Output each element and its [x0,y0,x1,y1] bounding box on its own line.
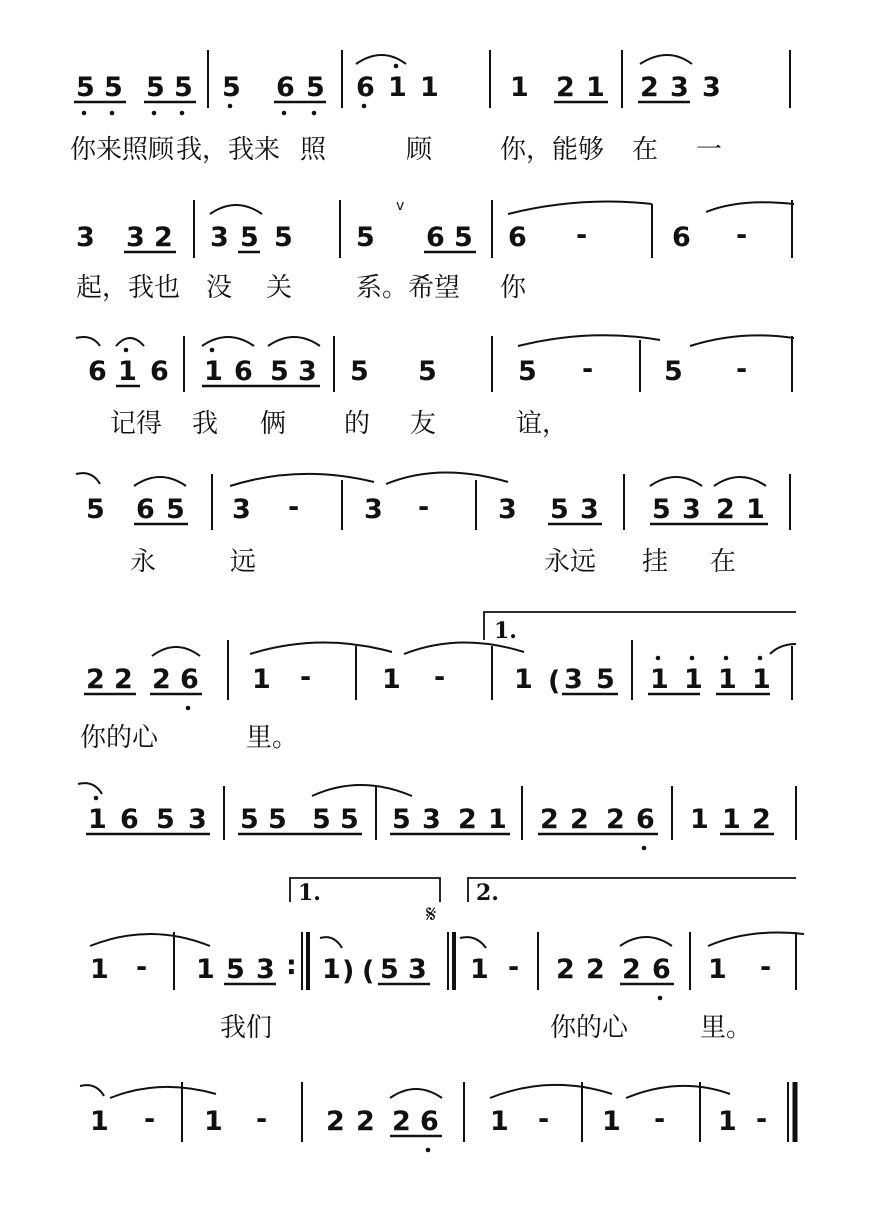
note: 2 [586,954,605,985]
note: 2 [114,664,133,695]
sustain-dash: - [256,1104,268,1135]
note: 1 [708,954,727,985]
note: 2 [86,664,105,695]
note: 3 [682,494,701,525]
note: 1 [690,804,709,835]
tie [708,933,804,947]
tie [626,1086,730,1098]
tie [250,642,392,654]
slur [116,338,144,346]
note: 1 [388,72,407,103]
tie [386,472,508,484]
note: 2 [556,954,575,985]
note: 3 [256,954,275,985]
slur [390,1089,442,1098]
sustain-dash: - [136,952,148,983]
volta-bracket [484,612,796,640]
volta-label-1: 1. [298,880,321,906]
note: 1 [204,356,223,387]
note: 3 [210,222,229,253]
note: 2 [570,804,589,835]
sustain-dash: - [288,492,300,523]
note: 5 [340,804,359,835]
tie-continuation [78,783,102,794]
note: 5 [518,356,537,387]
high-octave-dots [656,656,763,661]
note: 3 [498,494,517,525]
note: 5 [268,804,287,835]
lyric: 我 [192,409,219,439]
lyric: 远 [230,547,257,577]
note: 1 [718,1106,737,1137]
low-octave-dot [426,1148,431,1153]
note: 5 [104,72,123,103]
note: 3 [364,494,383,525]
note: 3 [670,72,689,103]
tie [90,934,210,946]
note: 3 [232,494,251,525]
note: 6 [120,804,139,835]
lyric: 永 [130,547,157,577]
high-octave-dot [394,64,399,69]
note: 5 [652,494,671,525]
note: 5 [664,356,683,387]
note: 3 [76,222,95,253]
note: 2 [622,954,641,985]
note: 5 [222,72,241,103]
tie [110,1087,216,1098]
sustain-dash: - [538,1104,550,1135]
lyric: 你的心 [80,723,159,753]
note: 1 [510,72,529,103]
lyric: 我们 [220,1013,273,1043]
repeat-colon: : [286,950,297,981]
note: 1 [470,954,489,985]
tie [706,202,794,212]
paren: ( [362,956,375,987]
note: 5 [392,804,411,835]
note: 6 [276,72,295,103]
lyric: 在 [632,135,659,165]
note: 6 [234,356,253,387]
sustain-dash: - [582,354,594,385]
lyric: 挂 [642,547,669,577]
note: 5 [156,804,175,835]
slur [640,55,692,64]
note: 6 [636,804,655,835]
system-5 [80,612,796,753]
slur [268,337,320,346]
lyric: 照 [300,135,327,165]
note: 5 [166,494,185,525]
sustain-dash: - [434,662,446,693]
lyric: 一 [696,135,723,165]
low-octave-dot [186,706,191,711]
lyric: 的 [344,409,371,439]
note: 3 [702,72,721,103]
note: 2 [154,222,173,253]
note: 3 [298,356,317,387]
lyric: 谊， [516,409,569,439]
sustain-dash: - [576,220,588,251]
low-octave-dots [82,104,367,116]
note: 2 [752,804,771,835]
note: 2 [152,664,171,695]
note: 1 [90,1106,109,1137]
note: 6 [356,72,375,103]
lyric: 没 [206,273,233,303]
note: 6 [180,664,199,695]
note: 1 [196,954,215,985]
note: 1 [488,804,507,835]
note: 5 [174,72,193,103]
note: 6 [150,356,169,387]
note: 5 [596,664,615,695]
note: 5 [550,494,569,525]
note: 5 [270,356,289,387]
low-octave-dot [658,996,663,1001]
lyric: 记得 [110,409,163,439]
sustain-dash: - [144,1104,156,1135]
lyric: 关 [266,273,293,303]
note: 3 [580,494,599,525]
note: 1 [514,664,533,695]
note: 3 [188,804,207,835]
tie [508,202,652,214]
slur [202,337,254,346]
note: 2 [640,72,659,103]
slur [152,647,200,656]
note: 5 [312,804,331,835]
note: 2 [556,72,575,103]
tie [690,335,794,346]
lyric: 你 [500,273,527,303]
note: 1 [252,664,271,695]
note: 1 [118,356,137,387]
lyric: 友 [410,409,437,439]
note: 3 [126,222,145,253]
sustain-dash: - [760,952,772,983]
lyric: 系。希望 [356,273,461,303]
note: 5 [240,222,259,253]
lyric: 我，我来 [176,135,281,165]
note: 1 [586,72,605,103]
note: 1 [204,1106,223,1137]
slur [620,937,672,946]
note: 5 [350,356,369,387]
tie [490,1085,612,1098]
note: 5 [240,804,259,835]
note: 5 [356,222,375,253]
system-8 [80,1082,795,1152]
sustain-dash: - [736,354,748,385]
note: 1 [90,954,109,985]
sustain-dash: - [654,1104,666,1135]
note: 5 [146,72,165,103]
slur [650,477,702,486]
note: 3 [564,664,583,695]
note: 2 [356,1106,375,1137]
slur [714,477,766,486]
note: 2 [458,804,477,835]
note: 5 [86,494,105,525]
slur [210,205,262,214]
note: 1 [746,494,765,525]
slur [356,55,406,64]
high-octave-dot [94,796,99,801]
sustain-dash: - [756,1104,768,1135]
lyric: 起，我也 [76,273,181,303]
tie [518,335,660,346]
note: 1 [650,664,669,695]
tie-continuation [80,1085,104,1096]
note: 6 [652,954,671,985]
segno-icon: 𝄋 [426,900,437,928]
note: 1 [718,664,737,695]
lyric: 永远 [544,547,597,577]
tie-continuation [76,473,100,484]
volta-label-2: 2. [476,880,499,906]
note: 1 [684,664,703,695]
note: 1 [88,804,107,835]
low-octave-dot [642,846,647,851]
note: 1 [752,664,771,695]
note: 2 [540,804,559,835]
note: 3 [408,954,427,985]
note: 5 [226,954,245,985]
lyric: 顾 [406,135,433,165]
system-1 [70,50,790,165]
note: 2 [716,494,735,525]
note: 6 [136,494,155,525]
paren: ( [548,666,561,697]
lyric: 里。 [246,723,299,753]
sustain-dash: - [736,220,748,251]
sustain-dash: - [508,952,520,983]
note: 5 [454,222,473,253]
high-octave-dot [124,348,129,353]
note: 5 [76,72,95,103]
note: 1 [382,664,401,695]
lyric: 你，能够 [500,135,605,165]
note: 5 [418,356,437,387]
system-4 [76,472,790,577]
tie-continuation [460,937,486,948]
high-octave-dot [210,348,215,353]
note: 5 [306,72,325,103]
sustain-dash: - [418,492,430,523]
note: 6 [426,222,445,253]
note: 2 [392,1106,411,1137]
system-2 [76,198,794,303]
note: 3 [422,804,441,835]
note: 2 [326,1106,345,1137]
note: 1 [602,1106,621,1137]
tie-continuation [76,337,100,346]
slur [312,785,412,796]
lyric: 你的心 [550,1013,629,1043]
lyric: 在 [710,547,737,577]
note: 2 [606,804,625,835]
breath-mark: v [396,198,405,214]
note: 1 [490,1106,509,1137]
tie-continuation [320,937,342,948]
lyric: 俩 [260,409,287,439]
note: 5 [380,954,399,985]
lyric: 你来照顾 [70,135,175,165]
paren: ) [342,956,355,987]
system-6 [78,783,796,850]
volta-label: 1. [494,618,517,644]
volta-bracket-2 [468,878,796,902]
note: 6 [420,1106,439,1137]
note: 1 [722,804,741,835]
note: 1 [420,72,439,103]
slur [134,477,186,486]
note: 6 [508,222,527,253]
tie [404,642,524,654]
lyric: 里。 [700,1013,753,1043]
sustain-dash: - [300,662,312,693]
note: 5 [274,222,293,253]
note: 1 [322,954,341,985]
note: 6 [88,356,107,387]
system-7 [90,878,804,1043]
system-3 [76,335,794,439]
tie [230,474,374,486]
note: 6 [672,222,691,253]
